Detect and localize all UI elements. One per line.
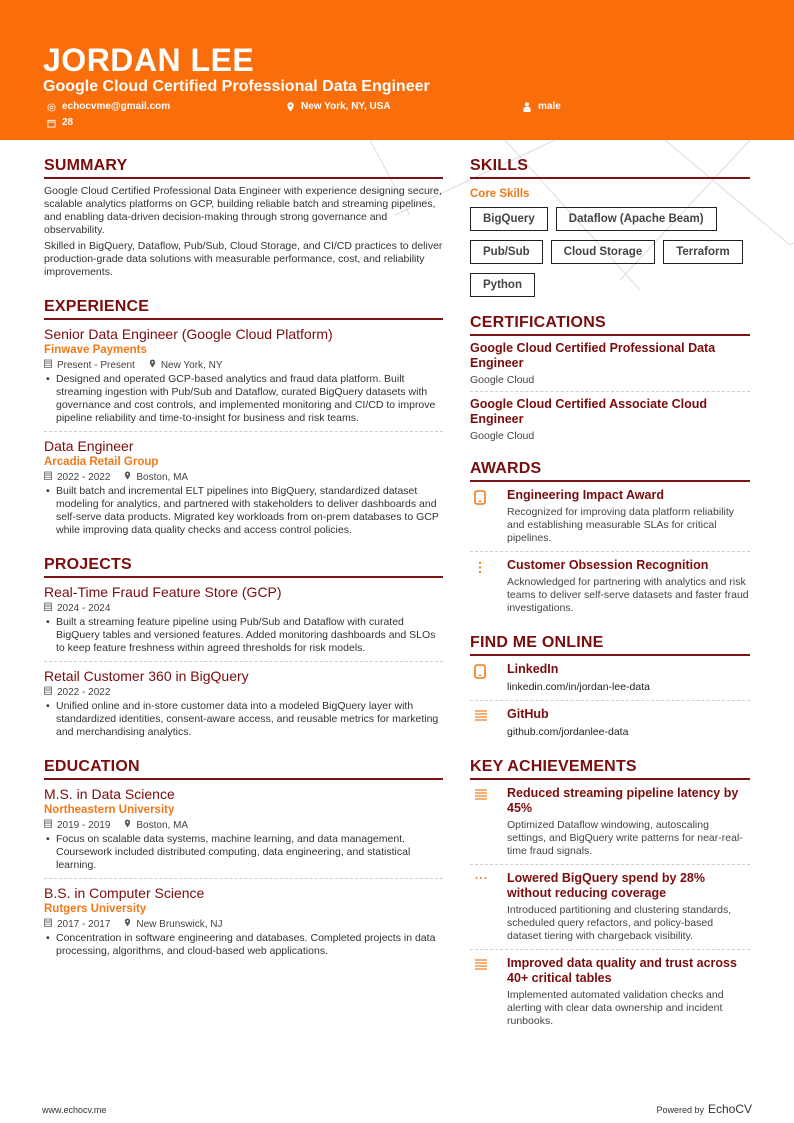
award-item	[470, 552, 750, 621]
map-pin-icon	[124, 471, 131, 484]
contact-location	[285, 101, 391, 113]
achievement-name: Improved data quality and trust across 40+ critical tables	[507, 956, 737, 985]
certification-item	[470, 336, 750, 392]
projects-section	[44, 555, 443, 745]
award-description: Recognized for improving data platform reliability and establishing measurable SLAs for critical pipelines.	[507, 506, 735, 544]
experience-entry	[44, 432, 443, 543]
education-section	[44, 757, 443, 964]
skill-tag: BigQuery	[470, 207, 548, 231]
map-pin-icon	[285, 102, 295, 112]
location-text: New York, NY, USA	[301, 101, 391, 112]
entry-bullet: • Designed and operated GCP-based analytics and fraud data platform. Built streaming ingestion with Pub/Sub and Dataflow, curated BigQuery datasets with governance and cost controls, and implemented monitoring and CI/CD to improve pipeline reliability and time-to-insight for business and risk teams.	[44, 373, 443, 425]
contact-email[interactable]	[46, 101, 170, 113]
achievements-section	[470, 757, 750, 1034]
entry-bullet: • Built a streaming feature pipeline using Pub/Sub and Dataflow with curated BigQuery tables and versioned features. Added monitoring dashboards and SLOs to keep feature freshness within agreed thresholds for risk models.	[44, 616, 443, 655]
summary-section	[44, 156, 443, 279]
online-profile-item[interactable]	[470, 656, 750, 701]
footer-website[interactable]: www.echocv.me	[42, 1105, 107, 1115]
profile-link[interactable]: linkedin.com/in/jordan-lee-data	[507, 681, 650, 693]
entry-bullet: • Unified online and in-store customer data into a modeled BigQuery layer with standardized identities, consent-aware access, and reusable metrics for marketing and merchandising analytics.	[44, 700, 443, 739]
degree-name: B.S. in Computer Science	[44, 885, 205, 901]
skill-tag: Pub/Sub	[470, 240, 543, 264]
dates-text: 2022 - 2022	[57, 687, 111, 698]
person-icon	[522, 102, 532, 112]
location-text: New Brunswick, NJ	[136, 919, 223, 930]
certification-item	[470, 392, 750, 447]
certifications-section	[470, 313, 750, 447]
entry-meta	[44, 602, 443, 615]
entry-meta	[44, 686, 443, 699]
resume-header	[0, 0, 794, 140]
certifications-heading: CERTIFICATIONS	[470, 313, 750, 336]
calendar-icon	[46, 118, 56, 128]
entry-meta	[44, 359, 443, 372]
school-name: Northeastern University	[44, 804, 175, 816]
calendar-icon	[44, 359, 52, 372]
projects-heading: PROJECTS	[44, 555, 443, 578]
project-name: Retail Customer 360 in BigQuery	[44, 668, 249, 684]
achievement-item	[470, 865, 750, 950]
award-description: Acknowledged for partnering with analytics and risk teams to deliver self-serve datasets and faster fraud investigations.	[507, 576, 749, 614]
skill-tag: Cloud Storage	[551, 240, 656, 264]
contact-age	[46, 117, 73, 129]
at-icon	[46, 102, 56, 112]
education-entry	[44, 879, 443, 964]
awards-heading: AWARDS	[470, 459, 750, 482]
map-pin-icon	[149, 359, 156, 372]
company-name: Arcadia Retail Group	[44, 456, 159, 468]
skill-tags	[470, 207, 750, 297]
experience-section	[44, 297, 443, 543]
certification-name: Google Cloud Certified Professional Data Engineer	[470, 341, 716, 370]
award-item	[470, 482, 750, 552]
powered-by-label: Powered by	[656, 1105, 704, 1115]
achievement-item	[470, 950, 750, 1034]
skills-heading: SKILLS	[470, 156, 750, 179]
right-column	[470, 156, 750, 1046]
achievement-description: Implemented automated validation checks and alerting with clear data ownership and incident runbooks.	[507, 989, 724, 1027]
entry-bullet: • Focus on scalable data systems, machine learning, and data management. Coursework included distributed computing, data engineering, and statistical learning.	[44, 833, 443, 872]
certification-name: Google Cloud Certified Associate Cloud Engineer	[470, 397, 708, 426]
location-text: Boston, MA	[136, 472, 189, 483]
left-column	[44, 156, 443, 976]
footer-powered-by[interactable]	[656, 1102, 752, 1116]
skill-tag: Dataflow (Apache Beam)	[556, 207, 717, 231]
lines-icon	[474, 788, 488, 858]
calendar-icon	[44, 471, 52, 484]
map-pin-icon	[124, 918, 131, 931]
online-profile-item[interactable]	[470, 701, 750, 745]
dates-text: 2017 - 2017	[57, 919, 111, 930]
project-name: Real-Time Fraud Feature Store (GCP)	[44, 584, 282, 600]
achievements-heading: KEY ACHIEVEMENTS	[470, 757, 750, 780]
project-entry	[44, 662, 443, 745]
entry-meta	[44, 819, 443, 832]
company-name: Finwave Payments	[44, 344, 147, 356]
horizontal-dots-icon	[474, 873, 488, 943]
lines-icon	[474, 958, 488, 1028]
certification-issuer: Google Cloud	[470, 374, 535, 386]
online-section	[470, 633, 750, 745]
summary-heading: SUMMARY	[44, 156, 443, 179]
candidate-title: Google Cloud Certified Professional Data Engineer	[43, 78, 430, 95]
brand-name: EchoCV	[707, 1102, 752, 1116]
contact-gender	[522, 101, 561, 113]
achievement-name: Lowered BigQuery spend by 28% without reducing coverage	[507, 871, 705, 900]
calendar-icon	[44, 602, 52, 615]
calendar-icon	[44, 918, 52, 931]
skill-tag: Python	[470, 273, 535, 297]
education-heading: EDUCATION	[44, 757, 443, 780]
dates-text: 2019 - 2019	[57, 820, 111, 831]
certification-issuer: Google Cloud	[470, 430, 535, 442]
summary-paragraph: Skilled in BigQuery, Dataflow, Pub/Sub, Cloud Storage, and CI/CD practices to deliver production-grade data solutions with measurable performance, cost, and reliability improvements.	[44, 240, 443, 278]
location-text: New York, NY	[160, 360, 223, 371]
lines-icon	[474, 709, 488, 739]
entry-bullet: • Concentration in software engineering and databases. Completed projects in data processing, algorithms, and cloud-based web applications.	[44, 932, 443, 958]
tablet-icon	[474, 664, 486, 694]
achievement-item	[470, 780, 750, 865]
award-name: Customer Obsession Recognition	[507, 558, 709, 572]
entry-bullet: • Built batch and incremental ELT pipelines into BigQuery, standardized dataset modeling for analytics, and partnered with stakeholders to deliver dashboards and self-serve data products. Migrated key workloads from on-prem databases to GCP while improving data quality checks and access control policies.	[44, 485, 443, 537]
vertical-dots-icon	[474, 560, 486, 615]
project-entry	[44, 578, 443, 662]
tablet-icon	[474, 490, 486, 545]
job-title: Senior Data Engineer (Google Cloud Platform)	[44, 326, 333, 342]
achievement-description: Optimized Dataflow windowing, autoscaling settings, and BigQuery write patterns for near-real-time fraud signals.	[507, 819, 743, 857]
experience-heading: EXPERIENCE	[44, 297, 443, 320]
online-heading: FIND ME ONLINE	[470, 633, 750, 656]
email-text: echocvme@gmail.com	[62, 101, 171, 112]
skills-subheading: Core Skills	[470, 188, 530, 200]
calendar-icon	[44, 686, 52, 699]
education-entry	[44, 780, 443, 879]
job-title: Data Engineer	[44, 438, 134, 454]
experience-entry	[44, 320, 443, 432]
achievement-name: Reduced streaming pipeline latency by 45%	[507, 786, 739, 815]
entry-meta	[44, 471, 443, 484]
profile-name: GitHub	[507, 707, 549, 721]
summary-paragraph: Google Cloud Certified Professional Data Engineer with experience designing secure, scalable analytics platforms on GCP, building reliable batch and streaming pipelines, and enabling data-driven decision-making through strong governance and observability.	[44, 185, 443, 236]
candidate-name: JORDAN LEE	[43, 42, 255, 78]
entry-meta	[44, 918, 443, 931]
age-text: 28	[62, 117, 74, 128]
location-text: Boston, MA	[136, 820, 189, 831]
profile-name: LinkedIn	[507, 662, 559, 676]
dates-text: 2024 - 2024	[57, 603, 111, 614]
dates-text: 2022 - 2022	[57, 472, 111, 483]
gender-text: male	[538, 101, 561, 112]
skill-tag: Terraform	[663, 240, 742, 264]
awards-section	[470, 459, 750, 621]
dates-text: Present - Present	[57, 360, 135, 371]
school-name: Rutgers University	[44, 903, 147, 915]
profile-link[interactable]: github.com/jordanlee-data	[507, 726, 629, 738]
degree-name: M.S. in Data Science	[44, 786, 175, 802]
map-pin-icon	[124, 819, 131, 832]
achievement-description: Introduced partitioning and clustering standards, scheduled query refactors, and policy-based dataset tiering with chargeback visibility.	[507, 904, 732, 942]
calendar-icon	[44, 819, 52, 832]
skills-section	[470, 156, 750, 297]
award-name: Engineering Impact Award	[507, 488, 664, 502]
